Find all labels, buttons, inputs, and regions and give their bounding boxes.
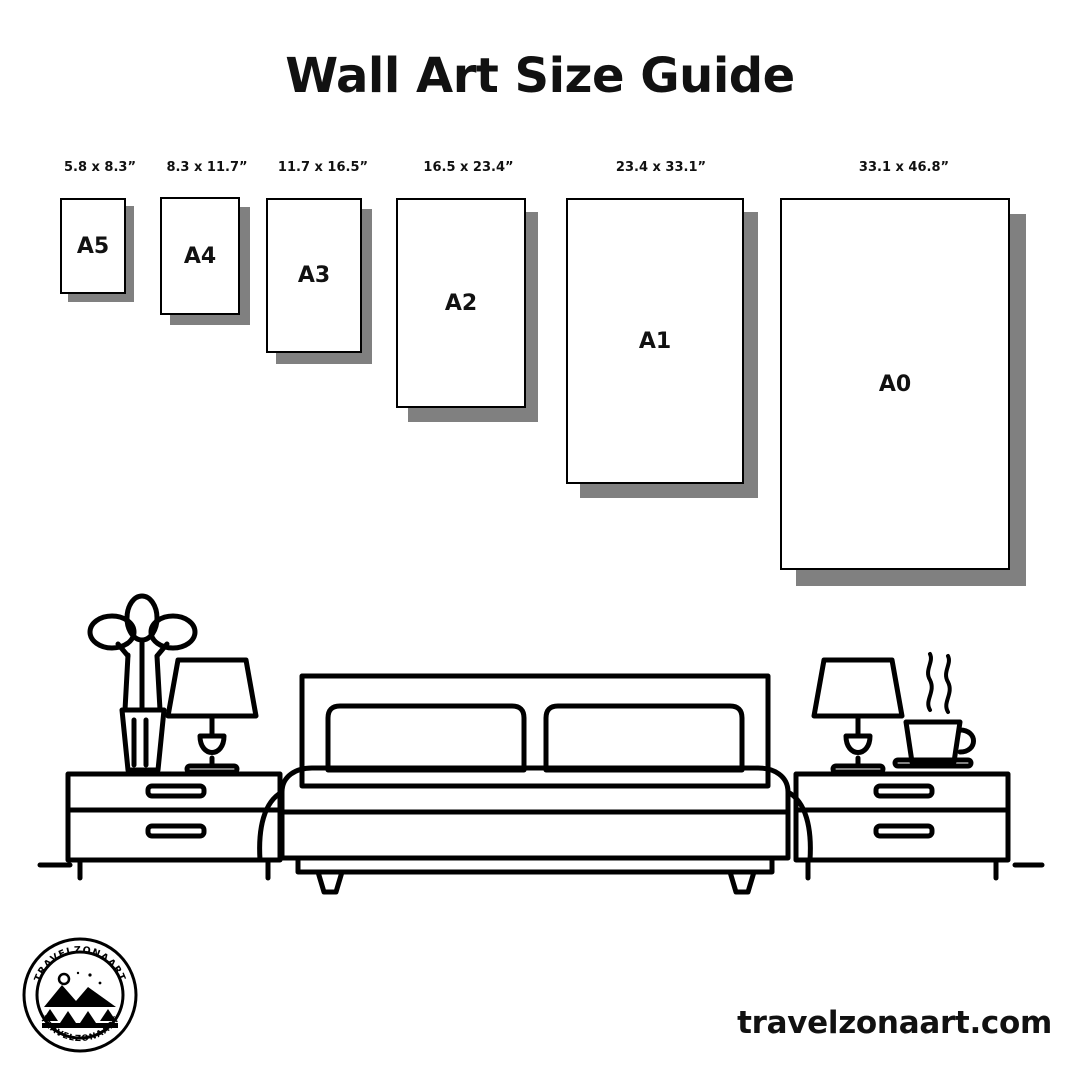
frame-dimension-a3: 11.7 x 16.5” [277, 160, 369, 175]
frame-box-a5[interactable] [60, 198, 126, 294]
frame-label-a5: A5 [76, 233, 110, 259]
nightstand-right [796, 774, 1008, 878]
frame-label-a2: A2 [444, 290, 478, 316]
frame-box-a2[interactable] [396, 198, 526, 408]
logo-text-bottom: TRAVELZONAART [37, 1014, 123, 1045]
page-title: Wall Art Size Guide [285, 48, 795, 104]
frame-group-a2 [386, 160, 551, 430]
nightstand-left [68, 774, 280, 878]
frame-dimension-a5: 5.8 x 8.3” [63, 160, 137, 175]
brand-logo[interactable] [20, 935, 140, 1055]
frame-group-a5 [52, 160, 148, 310]
frame-dimension-a1: 23.4 x 33.1” [615, 160, 707, 175]
frame-label-a0: A0 [878, 371, 912, 397]
frame-group-a0 [768, 160, 1040, 590]
frame-label-a1: A1 [638, 328, 672, 354]
frame-dimension-a2: 16.5 x 23.4” [423, 160, 514, 175]
coffee-cup [895, 654, 974, 766]
frame-box-a0[interactable] [780, 198, 1010, 570]
frame-box-a4[interactable] [160, 197, 240, 315]
frame-box-a1[interactable] [566, 198, 744, 484]
plant-decor [90, 596, 195, 770]
frame-group-a4 [152, 160, 262, 340]
frame-box-a3[interactable] [266, 198, 362, 353]
size-chart [0, 160, 1080, 590]
bedroom-illustration [30, 560, 1050, 900]
logo-text-top: TRAVELZONAART [32, 944, 128, 984]
frame-dimension-a0: 33.1 x 46.8” [858, 160, 950, 175]
frame-dimension-a4: 8.3 x 11.7” [166, 160, 248, 175]
frame-label-a4: A4 [183, 243, 217, 269]
frame-label-a3: A3 [297, 263, 331, 288]
lamp-right [814, 660, 902, 772]
website-url[interactable]: travelzonaart.com [737, 1005, 1052, 1041]
frame-group-a3 [258, 160, 388, 385]
bed [260, 676, 811, 892]
lamp-left [168, 660, 256, 772]
frame-group-a1 [556, 160, 766, 505]
